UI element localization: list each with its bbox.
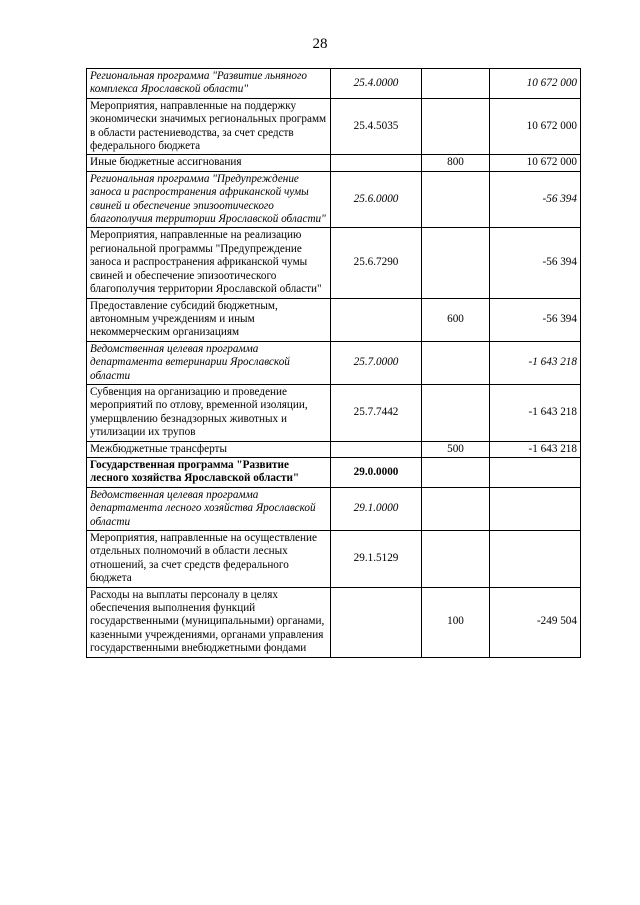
row-type [422, 457, 490, 487]
table-row [87, 155, 581, 171]
row-name: Иные бюджетные ассигнования [87, 155, 331, 171]
table-row [87, 228, 581, 298]
row-type: 100 [422, 587, 490, 657]
row-type [422, 69, 490, 99]
row-name: Ведомственная целевая программа департамента лесного хозяйства Ярославской области [87, 487, 331, 530]
row-type [422, 531, 490, 588]
row-type [422, 98, 490, 155]
table-row [87, 69, 581, 99]
row-amount [490, 487, 581, 530]
row-amount: 10 672 000 [490, 69, 581, 99]
budget-table-body [87, 69, 581, 658]
table-row [87, 298, 581, 341]
row-name: Предоставление субсидий бюджетным, автономным учреждениям и иным некоммерческим организациям [87, 298, 331, 341]
table-row [87, 457, 581, 487]
row-code: 29.1.0000 [331, 487, 422, 530]
row-code: 29.1.5129 [331, 531, 422, 588]
row-name: Мероприятия, направленные на осуществление отдельных полномочий в области лесных отношений, за счет средств федерального бюджета [87, 531, 331, 588]
row-name: Региональная программа "Предупреждение заноса и распространения африканской чумы свиней и обеспечение эпизоотического благополучия территории Ярославской области" [87, 171, 331, 228]
table-row [87, 341, 581, 384]
page-number: 28 [312, 36, 328, 52]
row-code [331, 587, 422, 657]
row-amount: -1 643 218 [490, 341, 581, 384]
row-amount [490, 531, 581, 588]
row-name: Межбюджетные трансферты [87, 441, 331, 457]
row-amount: -56 394 [490, 171, 581, 228]
row-amount: 10 672 000 [490, 98, 581, 155]
row-code: 25.4.0000 [331, 69, 422, 99]
row-type: 600 [422, 298, 490, 341]
row-name: Мероприятия, направленные на поддержку экономически значимых региональных программ в области растениеводства, за счет средств федерального бюджета [87, 98, 331, 155]
row-name: Региональная программа "Развитие льняного комплекса Ярославской области" [87, 69, 331, 99]
row-amount: -56 394 [490, 228, 581, 298]
row-amount: -56 394 [490, 298, 581, 341]
table-row [87, 441, 581, 457]
row-amount: -1 643 218 [490, 384, 581, 441]
table-row [87, 98, 581, 155]
row-name: Расходы на выплаты персоналу в целях обеспечения выполнения функций государственными (муниципальными) органами, казенными учреждениями, органами управления государственными внебюджетными фондами [87, 587, 331, 657]
row-type [422, 487, 490, 530]
row-code: 25.6.0000 [331, 171, 422, 228]
row-amount: 10 672 000 [490, 155, 581, 171]
row-name: Государственная программа "Развитие лесного хозяйства Ярославской области" [87, 457, 331, 487]
table-row [87, 587, 581, 657]
row-code: 25.4.5035 [331, 98, 422, 155]
row-code: 29.0.0000 [331, 457, 422, 487]
row-type: 800 [422, 155, 490, 171]
row-code: 25.6.7290 [331, 228, 422, 298]
row-code [331, 298, 422, 341]
row-name: Ведомственная целевая программа департамента ветеринарии Ярославской области [87, 341, 331, 384]
row-type [422, 171, 490, 228]
table-row [87, 487, 581, 530]
row-type [422, 384, 490, 441]
row-code [331, 441, 422, 457]
row-code: 25.7.0000 [331, 341, 422, 384]
row-code: 25.7.7442 [331, 384, 422, 441]
row-type [422, 341, 490, 384]
row-amount: -1 643 218 [490, 441, 581, 457]
row-type [422, 228, 490, 298]
row-type: 500 [422, 441, 490, 457]
table-row [87, 171, 581, 228]
row-name: Мероприятия, направленные на реализацию региональной программы "Предупреждение заноса и распространения африканской чумы свиней и обеспечение эпизоотического благополучия территории Ярославской области" [87, 228, 331, 298]
row-amount: -249 504 [490, 587, 581, 657]
table-row [87, 531, 581, 588]
row-amount [490, 457, 581, 487]
row-name: Субвенция на организацию и проведение мероприятий по отлову, временной изоляции, умерщвлению безнадзорных животных и утилизации их трупов [87, 384, 331, 441]
budget-table [86, 68, 581, 658]
table-row [87, 384, 581, 441]
row-code [331, 155, 422, 171]
